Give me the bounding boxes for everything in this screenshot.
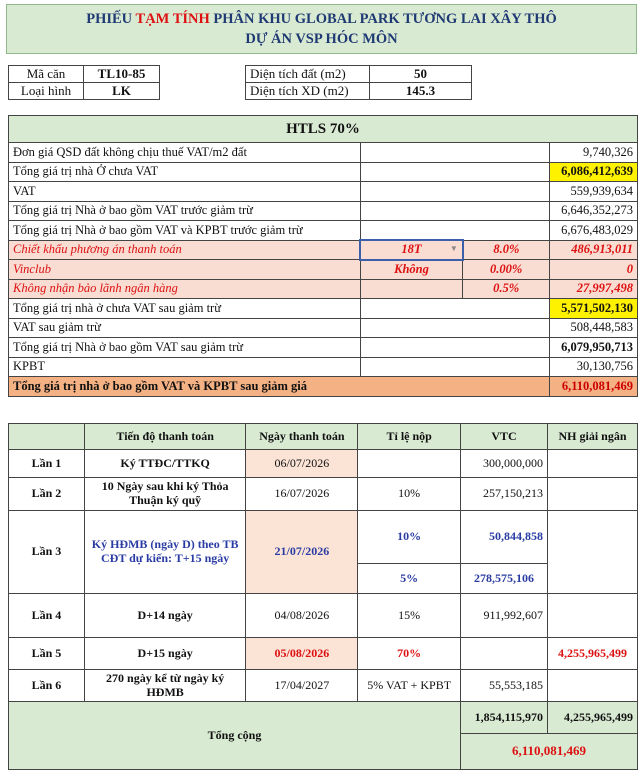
- discount-row: Vinclub Không 0.00% 0: [9, 260, 638, 280]
- htls-header: HTLS 70%: [9, 116, 638, 143]
- loai-hinh-value[interactable]: LK: [84, 83, 160, 100]
- header-vtc: VTC: [461, 424, 548, 450]
- ma-can-value[interactable]: TL10-85: [84, 66, 160, 83]
- price-row: Tổng giá trị Nhà ở bao gồm VAT sau giảm trừ 6,079,950,713: [9, 338, 638, 358]
- price-row: VAT 559,939,634: [9, 182, 638, 202]
- header-tien-do: Tiến độ thanh toán: [84, 424, 246, 450]
- dt-dat-value[interactable]: 50: [370, 66, 472, 83]
- ma-can-label: Mã căn: [9, 66, 84, 83]
- total-nh[interactable]: 4,255,965,499: [548, 702, 638, 734]
- dt-xd-label: Diện tích XD (m2): [246, 83, 370, 100]
- grand-total[interactable]: 6,110,081,469: [461, 734, 638, 770]
- payment-row: Lần 2 10 Ngày sau khi ký Thỏa Thuận ký quỹ 16/07/2026 10% 257,150,213: [9, 478, 638, 511]
- price-table: [8, 115, 638, 397]
- title-line-1: PHIẾU TẠM TÍNH PHÂN KHU GLOBAL PARK TƯƠNG LAI XÂY THÔ: [86, 11, 557, 27]
- price-row: Đơn giá QSD đất không chịu thuế VAT/m2 đất 9,740,326: [9, 143, 638, 163]
- document-title: [6, 4, 637, 54]
- price-row: KPBT 30,130,756: [9, 357, 638, 377]
- payment-row: Lần 3 Ký HĐMB (ngày D) theo TB CĐT dự kiến: T+15 ngày 21/07/2026 10% 50,844,858: [9, 511, 638, 564]
- total-price-row: Tổng giá trị nhà ở bao gồm VAT và KPBT sau giảm giá 6,110,081,469: [9, 377, 638, 397]
- price-row: Tổng giá trị Nhà ở bao gồm VAT và KPBT trước giảm trừ 6,676,483,029: [9, 221, 638, 241]
- payment-subrow: 5% 278,575,106: [9, 564, 638, 594]
- price-row: Tổng giá trị nhà Ở chưa VAT 6,086,412,639: [9, 162, 638, 182]
- price-row: Tổng giá trị Nhà ở bao gồm VAT trước giảm trừ 6,646,352,273: [9, 201, 638, 221]
- header-ngay: Ngày thanh toán: [246, 424, 358, 450]
- dt-dat-label: Diện tích đất (m2): [246, 66, 370, 83]
- total-label: Tổng cộng: [9, 702, 461, 770]
- payment-row: Lần 1 Ký TTĐC/TTKQ 06/07/2026 300,000,000: [9, 450, 638, 478]
- payment-total-row: [9, 702, 638, 734]
- title-line-2: DỰ ÁN VSP HÓC MÔN: [245, 31, 398, 47]
- unit-info-table: [8, 65, 472, 100]
- payment-plan-dropdown[interactable]: 18T ▼: [360, 240, 463, 260]
- discount-row: Không nhận bảo lãnh ngân hàng 0.5% 27,997,498: [9, 279, 638, 299]
- vinclub-option[interactable]: Không: [360, 260, 463, 280]
- payment-row: Lần 6 270 ngày kể từ ngày ký HĐMB 17/04/2027 5% VAT + KPBT 55,553,185: [9, 670, 638, 702]
- header-nh: NH giải ngân: [548, 424, 638, 450]
- dt-xd-value[interactable]: 145.3: [370, 83, 472, 100]
- header-ti-le: Tỉ lệ nộp: [358, 424, 461, 450]
- total-vtc[interactable]: 1,854,115,970: [461, 702, 548, 734]
- loai-hinh-label: Loại hình: [9, 83, 84, 100]
- payment-schedule-table: [8, 423, 638, 770]
- price-row: Tổng giá trị nhà ở chưa VAT sau giảm trừ 5,571,502,130: [9, 299, 638, 319]
- payment-row: Lần 4 D+14 ngày 04/08/2026 15% 911,992,607: [9, 594, 638, 638]
- price-row: VAT sau giảm trừ 508,448,583: [9, 318, 638, 338]
- discount-row: Chiết khấu phương án thanh toán 18T ▼ 8.0% 486,913,011: [9, 240, 638, 260]
- chevron-down-icon: ▼: [449, 244, 458, 253]
- payment-row: Lần 5 D+15 ngày 05/08/2026 70% 4,255,965,499: [9, 638, 638, 670]
